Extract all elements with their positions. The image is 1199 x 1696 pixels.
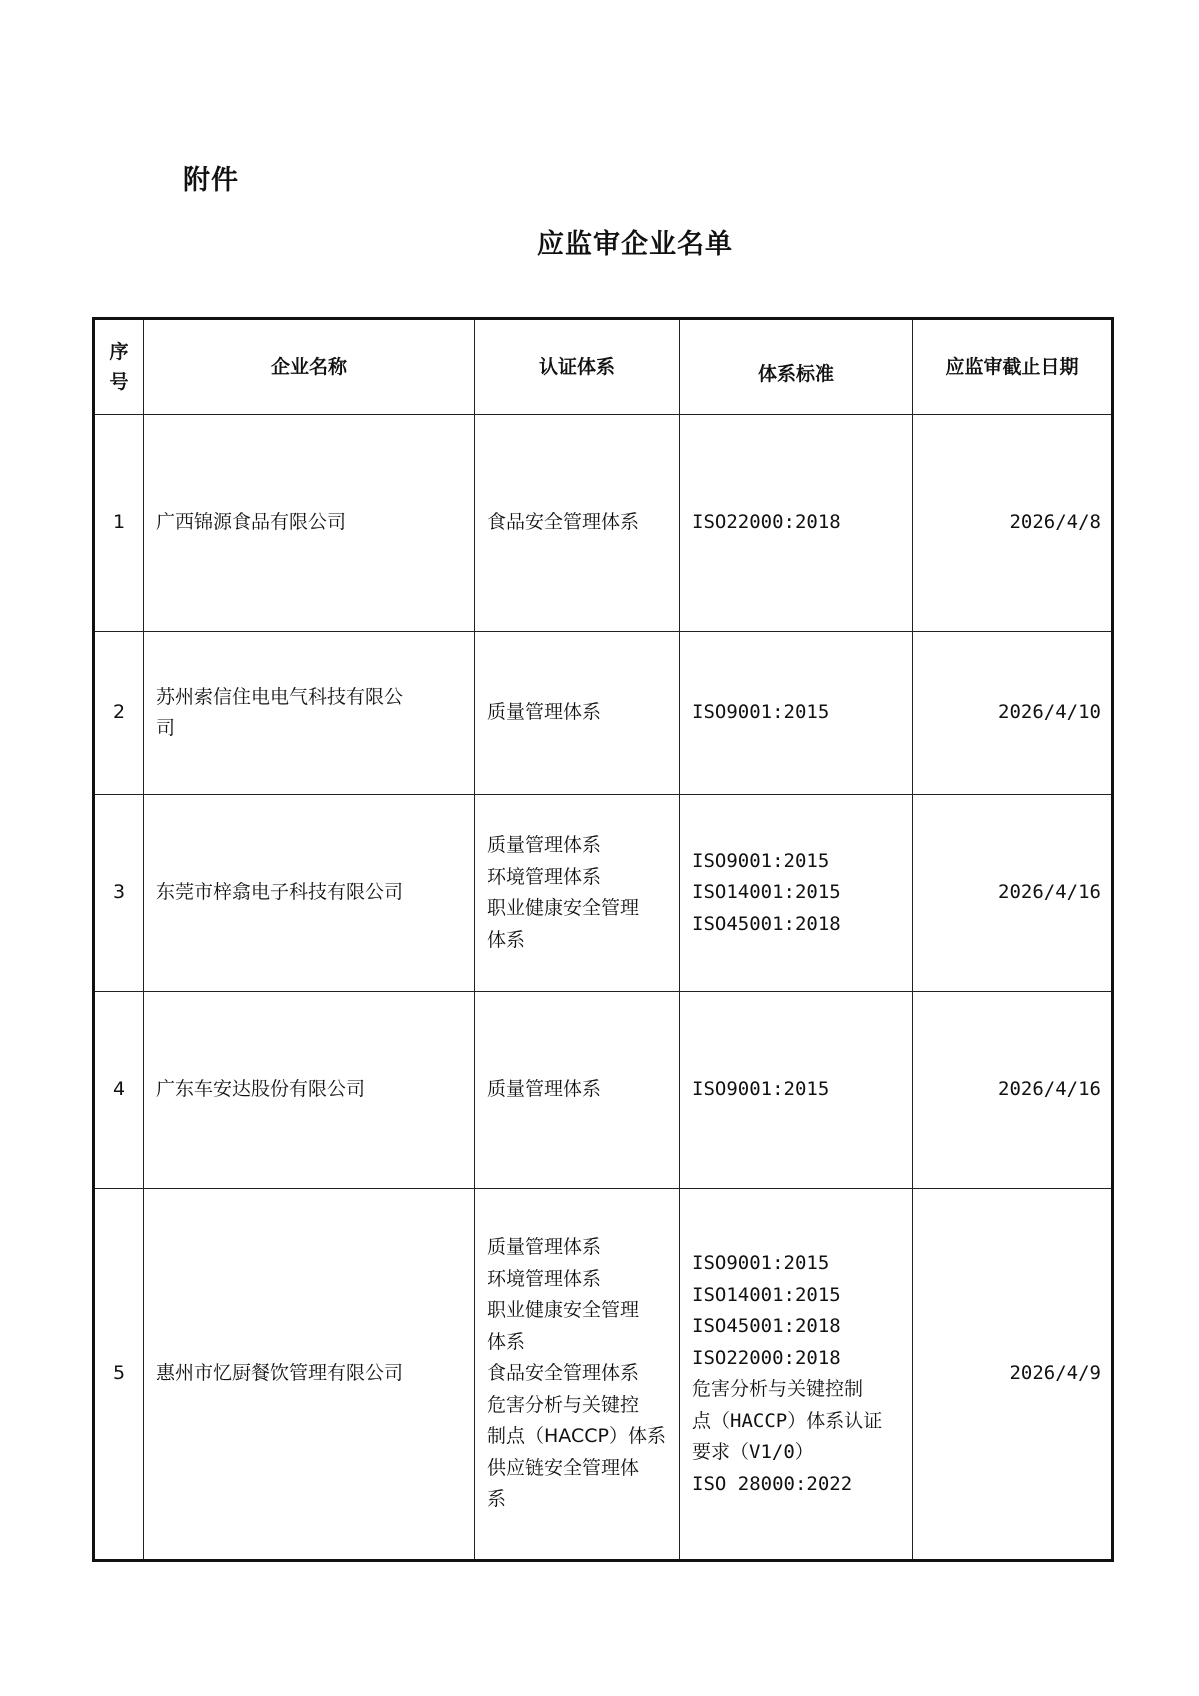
cell-line: 惠州市忆厨餐饮管理有限公司 xyxy=(156,1362,404,1385)
header-no: 序 号 xyxy=(94,319,144,415)
cell-line: 质量管理体系 xyxy=(487,1236,602,1259)
cell-line: 质量管理体系 xyxy=(487,834,602,856)
cell-line: 广西锦源食品有限公司 xyxy=(156,511,347,534)
cell-line: 供应链安全管理体 xyxy=(487,1456,640,1479)
cell-line: 司 xyxy=(156,717,176,739)
cell-company xyxy=(144,632,475,795)
table-row xyxy=(94,1189,1113,1561)
cell-line: 质量管理体系 xyxy=(487,1078,602,1101)
cell-line: 体系 xyxy=(487,1330,526,1353)
cell-line: 要求（V1/0） xyxy=(692,1441,814,1463)
table-row xyxy=(94,992,1113,1189)
cell-company xyxy=(144,1189,475,1561)
cell-line: 食品安全管理体系 xyxy=(487,511,640,534)
cell-line: 制点（HACCP）体系 xyxy=(487,1425,666,1448)
cell-line: 体系 xyxy=(487,928,526,951)
cell-company xyxy=(144,795,475,992)
cell-line: 食品安全管理体系 xyxy=(487,1362,640,1385)
cell-deadline: 2026/4/9 xyxy=(913,1189,1113,1561)
attachment-label: 附件 xyxy=(183,165,239,196)
cell-line: ISO9001:2015 xyxy=(692,701,830,724)
cell-deadline: 2026/4/16 xyxy=(913,992,1113,1189)
cell-line: ISO45001:2018 xyxy=(692,912,841,935)
cell-line: 苏州索信住电电气科技有限公 xyxy=(156,685,404,708)
cell-standard xyxy=(680,415,913,632)
cell-standard xyxy=(680,1189,913,1561)
cell-line: ISO9001:2015 xyxy=(692,1252,830,1274)
cell-system xyxy=(475,415,680,632)
cell-line: 东莞市梓翕电子科技有限公司 xyxy=(156,881,404,904)
cell-system xyxy=(475,992,680,1189)
cell-line: 危害分析与关键控 xyxy=(487,1393,640,1416)
cell-line: 职业健康安全管理 xyxy=(487,1299,640,1322)
cell-line: ISO14001:2015 xyxy=(692,881,841,904)
table-row xyxy=(94,415,1113,632)
table-header-row xyxy=(94,319,1113,415)
cell-line: ISO14001:2015 xyxy=(692,1283,841,1306)
page-title: 应监审企业名单 xyxy=(537,229,733,260)
cell-no: 2 xyxy=(94,632,144,795)
cell-standard xyxy=(680,992,913,1189)
header-standard: 体系标准 xyxy=(680,319,913,415)
cell-line: 职业健康安全管理 xyxy=(487,897,640,919)
cell-company xyxy=(144,992,475,1189)
cell-line: ISO9001:2015 xyxy=(692,849,830,872)
cell-line: 环境管理体系 xyxy=(487,865,602,888)
cell-standard xyxy=(680,795,913,992)
cell-line: ISO 28000:2022 xyxy=(692,1472,853,1495)
cell-system xyxy=(475,1189,680,1561)
cell-no: 5 xyxy=(94,1189,144,1561)
cell-line: 危害分析与关键控制 xyxy=(692,1378,864,1400)
cell-deadline: 2026/4/8 xyxy=(913,415,1113,632)
cell-line: 质量管理体系 xyxy=(487,701,602,724)
cell-line: 广东车安达股份有限公司 xyxy=(156,1078,366,1101)
cell-line: 点（HACCP）体系认证 xyxy=(692,1409,883,1432)
cell-line: 环境管理体系 xyxy=(487,1267,602,1290)
cell-line: ISO9001:2015 xyxy=(692,1078,830,1101)
enterprise-table xyxy=(92,317,1114,1562)
cell-no: 4 xyxy=(94,992,144,1189)
cell-deadline: 2026/4/10 xyxy=(913,632,1113,795)
cell-no: 3 xyxy=(94,795,144,992)
cell-line: ISO45001:2018 xyxy=(692,1315,841,1337)
table-row xyxy=(94,632,1113,795)
cell-deadline: 2026/4/16 xyxy=(913,795,1113,992)
cell-line: ISO22000:2018 xyxy=(692,511,841,534)
header-deadline: 应监审截止日期 xyxy=(913,319,1113,415)
cell-standard xyxy=(680,632,913,795)
table-row xyxy=(94,795,1113,992)
cell-line: 系 xyxy=(487,1488,507,1511)
header-system: 认证体系 xyxy=(475,319,680,415)
cell-line: ISO22000:2018 xyxy=(692,1346,841,1369)
cell-no: 1 xyxy=(94,415,144,632)
cell-company xyxy=(144,415,475,632)
cell-system xyxy=(475,795,680,992)
cell-system xyxy=(475,632,680,795)
header-company: 企业名称 xyxy=(144,319,475,415)
